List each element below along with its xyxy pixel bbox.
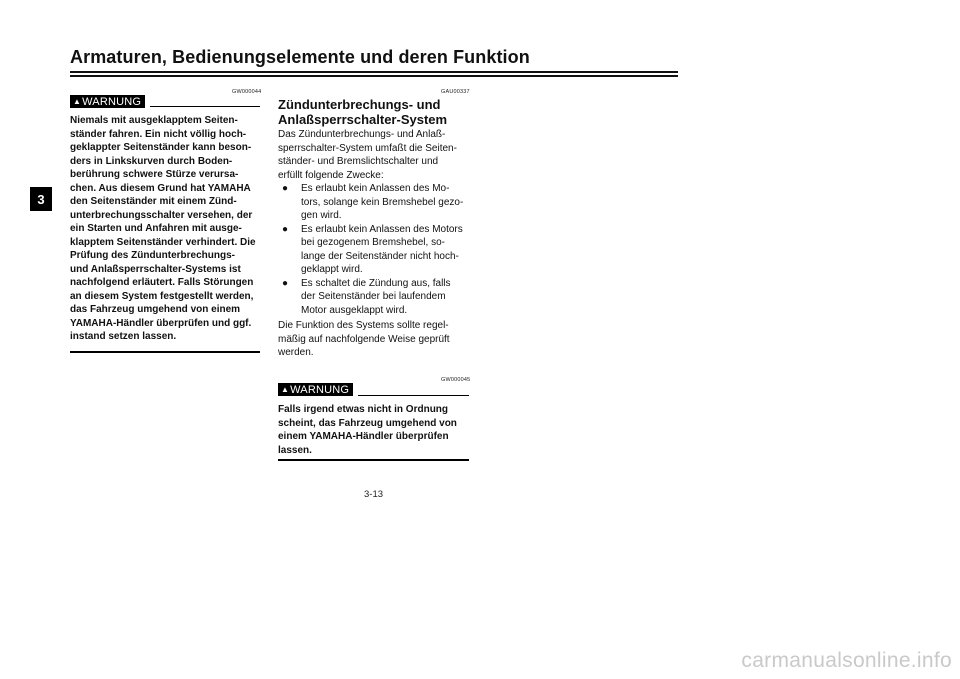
bullet-icon: ● (282, 223, 289, 235)
list-item-line: gen wird. (301, 210, 342, 221)
warning-text-line: YAMAHA-Händler überprüfen und ggf. (70, 317, 252, 329)
page-number: 3-13 (364, 489, 384, 500)
list-item-line: Motor ausgeklappt wird. (301, 304, 408, 316)
section-title (278, 97, 447, 127)
intro-paragraph (278, 128, 478, 182)
warning-text-line: instand setzen lassen. (70, 331, 177, 342)
body-text-line: ständer- und Bremslichtschalter und (278, 156, 439, 167)
warning-label: WARNUNG (82, 95, 142, 108)
body-text-line: erfüllt folgende Zwecke: (278, 169, 384, 181)
warning-text-line: ständer fahren. Ein nicht völlig hoch- (70, 128, 247, 140)
warning-text-line: chen. Aus diesem Grund hat YAMAHA (70, 182, 251, 194)
body-text-line: Die Funktion des Systems sollte regel- (278, 320, 449, 331)
outro-paragraph (278, 319, 478, 360)
warning-text-line: einem YAMAHA-Händler überprüfen (278, 431, 449, 442)
reference-code: GW000044 (232, 89, 262, 95)
list-item (282, 277, 472, 318)
warning-header-rule (358, 395, 469, 396)
warning-text-line: lassen. (278, 444, 312, 456)
body-text-line: sperrschalter-System umfaßt die Seiten- (278, 142, 457, 154)
list-item-line: lange der Seitenständer nicht hoch- (301, 250, 459, 262)
bullet-list (282, 182, 472, 317)
warning-bottom-rule (278, 459, 469, 461)
section-title-line: Zündunterbrechungs- und (278, 97, 441, 112)
warning-text-line: scheint, das Fahrzeug umgehend von (278, 417, 457, 429)
bullet-icon: ● (282, 277, 289, 289)
warning-text-line: unterbrechungsschalter versehen, der (70, 209, 253, 221)
warning-text-line: Falls irgend etwas nicht in Ordnung (278, 404, 449, 415)
warning-text-line: den Seitenständer mit einem Zünd- (70, 196, 237, 207)
warning-text-line: nachfolgend erläutert. Falls Störungen (70, 277, 254, 288)
warning-header-rule (150, 106, 260, 107)
warning-badge (70, 95, 145, 108)
section-title-line: Anlaßsperrschalter-System (278, 112, 448, 127)
reference-code: GW000045 (441, 377, 471, 383)
list-item-line: Es erlaubt kein Anlassen des Motors (301, 223, 463, 235)
warning-badge (278, 383, 353, 396)
warning-text-line: ein Starten und Anfahren mit ausge- (70, 223, 242, 234)
warning-text-line: klapptem Seitenständer verhindert. Die (70, 236, 256, 248)
reference-code: GAU00337 (441, 89, 470, 95)
warning-text-line: an diesem System festgestellt werden, (70, 290, 254, 302)
list-item-line: geklappt wird. (301, 264, 363, 275)
warning-text-line: und Anlaßsperrschalter-Systems ist (70, 263, 241, 275)
list-item-line: der Seitenständer bei laufendem (301, 291, 446, 302)
body-text-line: werden. (278, 347, 314, 358)
list-item-line: Es erlaubt kein Anlassen des Mo- (301, 183, 450, 194)
warning-text-line: ders in Linkskurven durch Boden- (70, 155, 233, 167)
warning-text-line: Prüfung des Zündunterbrechungs- (70, 250, 235, 261)
header-rule (70, 75, 678, 77)
warning-bottom-rule (70, 351, 260, 353)
list-item-line: Es schaltet die Zündung aus, falls (301, 277, 451, 289)
watermark: carmanualsonline.info (741, 649, 952, 672)
list-item-line: bei gezogenem Bremshebel, so- (301, 237, 445, 248)
warning-triangle-icon: ▲ (281, 385, 290, 394)
warning-text-line: berührung schwere Stürze verursa- (70, 169, 239, 180)
warning-triangle-icon: ▲ (73, 97, 82, 106)
chapter-tab: 3 (30, 187, 52, 211)
warning-text-line: das Fahrzeug umgehend von einem (70, 304, 241, 315)
warning-text (70, 114, 270, 344)
bullet-icon: ● (282, 183, 289, 194)
page-title: Armaturen, Bedienungselemente und deren Funktion (70, 47, 530, 67)
list-item (282, 223, 472, 277)
body-text-line: Das Zündunterbrechungs- und Anlaß- (278, 129, 446, 140)
warning-text (278, 403, 478, 457)
list-item (282, 182, 472, 223)
warning-label: WARNUNG (290, 383, 350, 396)
list-item-line: tors, solange kein Bremshebel gezo- (301, 196, 464, 208)
body-text-line: mäßig auf nachfolgende Weise geprüft (278, 333, 450, 345)
header-rule (70, 71, 678, 73)
warning-text-line: Niemals mit ausgeklapptem Seiten- (70, 115, 238, 126)
warning-text-line: geklappter Seitenständer kann beson- (70, 142, 252, 153)
